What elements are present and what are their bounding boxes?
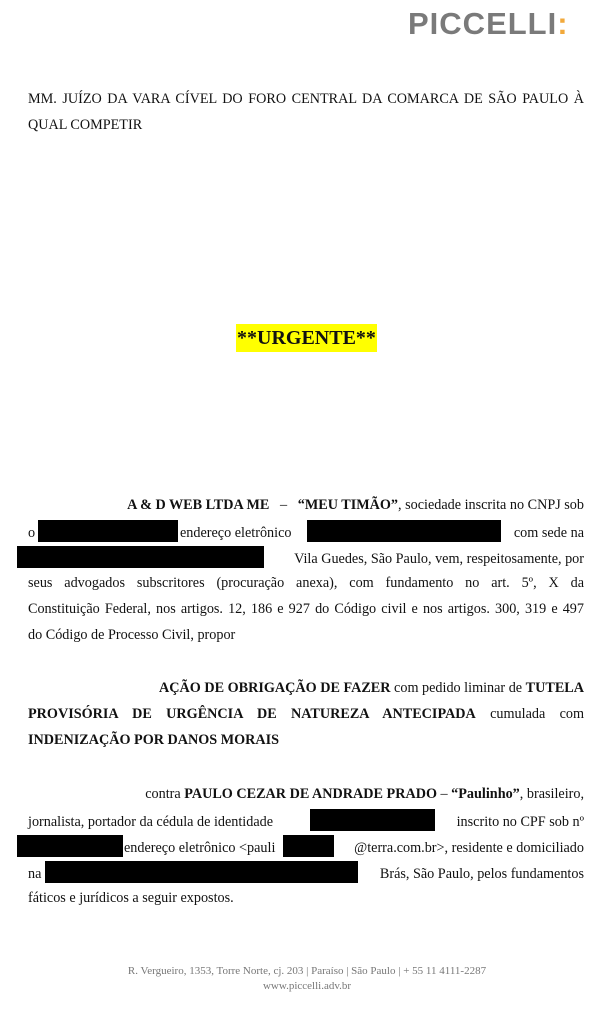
addressee: MM. JUÍZO DA VARA CÍVEL DO FORO CENTRAL DA COMARCA DE SÃO PAULO À QUAL COMPETIR xyxy=(28,91,584,133)
p3-line-3 xyxy=(28,833,584,859)
defendant-name: PAULO CEZAR DE ANDRADE PRADO xyxy=(184,786,437,802)
action-paragraph xyxy=(28,675,584,753)
footer-website: www.piccelli.adv.br xyxy=(262,980,352,992)
plaintiff-company: A & D WEB LTDA ME xyxy=(127,497,270,513)
redaction-rg xyxy=(310,809,435,831)
plaintiff-paragraph xyxy=(28,492,584,648)
brand-name: PICCELLI xyxy=(408,6,558,41)
p1-line-3 xyxy=(28,544,584,570)
redaction-email-user xyxy=(283,835,334,857)
p3-line-5: fáticos e jurídicos a seguir expostos. xyxy=(28,890,234,906)
p1-line-1 xyxy=(28,492,584,518)
p1-email-label: endereço eletrônico xyxy=(180,525,292,541)
redaction-email xyxy=(307,520,501,542)
urgent-highlight: **URGENTE** xyxy=(236,324,377,352)
defendant-paragraph xyxy=(28,781,584,911)
p2-line-2-rest: cumulada com xyxy=(490,706,585,722)
redaction-residence xyxy=(45,861,358,883)
action-type: AÇÃO DE OBRIGAÇÃO DE FAZER xyxy=(159,680,391,696)
p2-line-2 xyxy=(28,701,584,727)
p1-dash: – xyxy=(280,497,288,513)
p3-line-4 xyxy=(28,859,584,885)
p2-damages: INDENIZAÇÃO POR DANOS MORAIS xyxy=(28,732,280,748)
plaintiff-alias: “MEU TIMÃO” xyxy=(297,497,398,513)
footer-address: R. Vergueiro, 1353, Torre Norte, cj. 203 | Paraíso | São Paulo | + 55 11 4111-2287 xyxy=(127,965,487,977)
p2-line-1 xyxy=(28,675,584,701)
p3-na: na xyxy=(28,866,42,882)
piccelli-logo xyxy=(408,6,583,46)
redaction-address xyxy=(17,546,264,568)
p3-line-2 xyxy=(28,807,584,833)
p3-contra: contra xyxy=(145,786,181,802)
p3-line-1-rest: , brasileiro, xyxy=(519,786,584,802)
brand-colon: : xyxy=(557,6,569,41)
p2-tutela: TUTELA xyxy=(525,680,584,696)
p1-line-3-text: Vila Guedes, São Paulo, vem, respeitosamente, por xyxy=(294,551,584,567)
p1-line-2 xyxy=(28,518,584,544)
p2-line-3 xyxy=(28,727,584,753)
p2-line-1-mid: com pedido liminar de xyxy=(394,680,523,696)
redaction-cpf xyxy=(17,835,123,857)
p1-o: o xyxy=(28,525,36,541)
p3-email-b: @terra.com.br>, residente e domiciliado xyxy=(354,840,584,856)
p1-line-5: Constituição Federal, nos artigos. 12, 186 e 927 do Código civil e nos artigos. 300, 319 e 497 xyxy=(28,601,584,617)
p1-line-6: do Código de Processo Civil, propor xyxy=(28,627,236,643)
redaction-cnpj xyxy=(38,520,178,542)
defendant-alias: “Paulinho” xyxy=(451,786,520,802)
p3-dash: – xyxy=(440,786,448,802)
p1-sede: com sede na xyxy=(513,525,584,541)
p3-rg-label: jornalista, portador da cédula de identidade xyxy=(28,814,274,830)
p3-cpf-label: inscrito no CPF sob nº xyxy=(456,814,584,830)
p1-line-4: seus advogados subscritores (procuração anexa), com fundamento no art. 5º, X da xyxy=(28,575,584,591)
p3-line-1 xyxy=(28,781,584,807)
p3-email-a: endereço eletrônico <pauli xyxy=(124,840,276,856)
p3-line-4-rest: Brás, São Paulo, pelos fundamentos xyxy=(379,866,584,882)
p2-provisoria: PROVISÓRIA DE URGÊNCIA DE NATUREZA ANTECIPADA xyxy=(28,706,476,722)
p1-line-1-rest: , sociedade inscrita no CNPJ sob xyxy=(398,497,584,513)
